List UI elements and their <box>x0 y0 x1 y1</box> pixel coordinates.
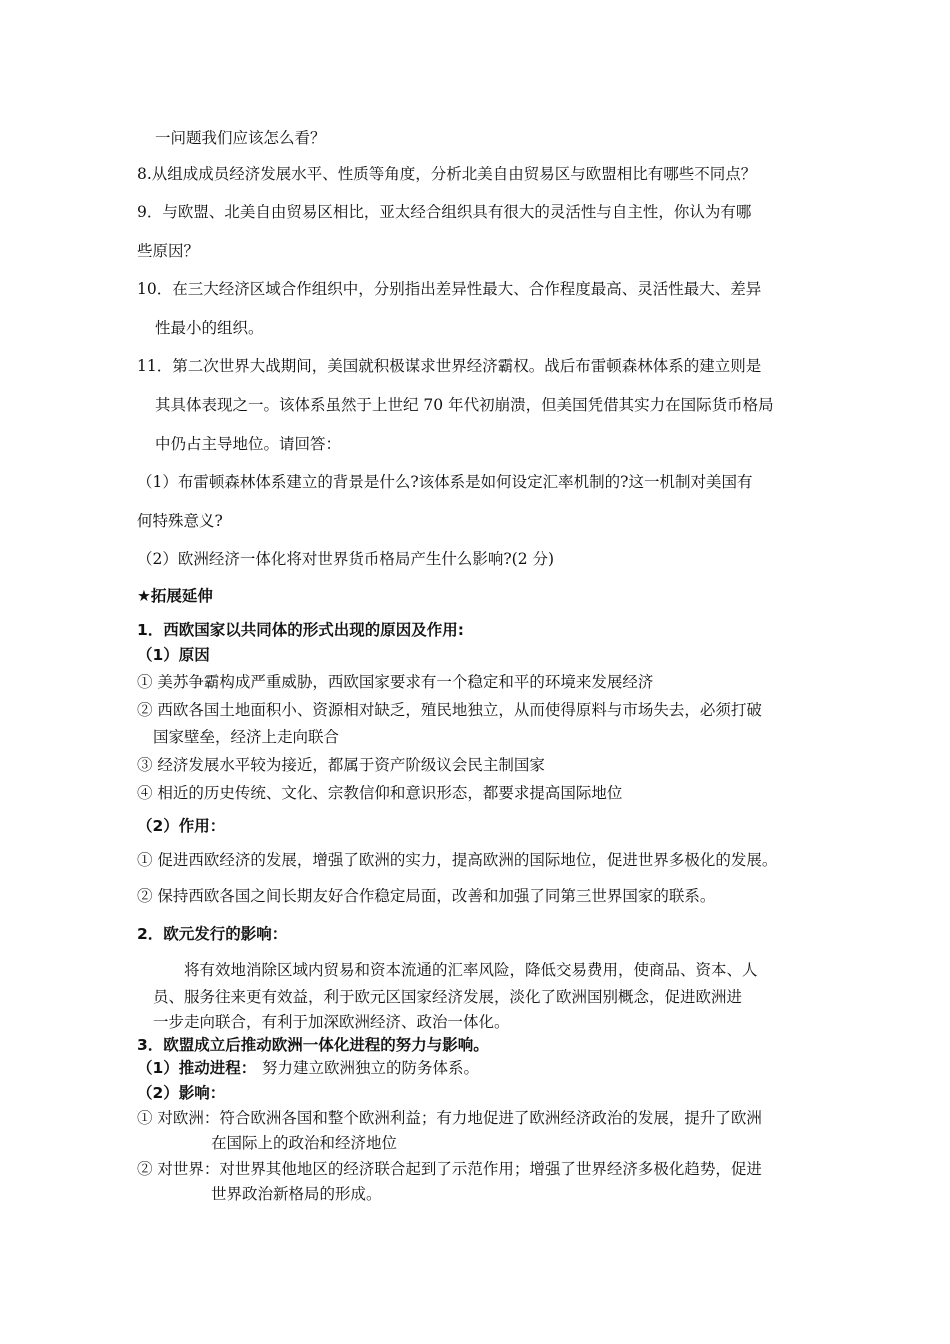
list-item: ④ 相近的历史传统、文化、宗教信仰和意识形态，都要求提高国际地位 <box>137 784 623 802</box>
text-line: 一问题我们应该怎么看？ <box>155 129 326 147</box>
question-11: 11．第二次世界大战期间，美国就积极谋求世界经济霸权。战后布雷顿森林体系的建立则是 <box>137 357 762 375</box>
subheading-progress: （1）推动进程： <box>137 1059 257 1077</box>
question-9: 9．与欧盟、北美自由贸易区相比，亚太经合组织具有很大的灵活性与自主性，你认为有哪 <box>137 203 752 221</box>
text-line: 性最小的组织。 <box>155 319 264 337</box>
section-heading: ★拓展延伸 <box>137 587 213 605</box>
paragraph-line: 将有效地消除区域内贸易和资本流通的汇率风险，降低交易费用，使商品、资本、人 <box>184 961 758 979</box>
list-item: ① 美苏争霸构成严重威胁，西欧国家要求有一个稳定和平的环境来发展经济 <box>137 673 654 691</box>
heading-1: 1．西欧国家以共同体的形式出现的原因及作用: <box>137 621 464 639</box>
list-item: ③ 经济发展水平较为接近，都属于资产阶级议会民主制国家 <box>137 756 545 774</box>
progress-text: 努力建立欧洲独立的防务体系。 <box>262 1059 480 1077</box>
heading-2: 2．欧元发行的影响： <box>137 925 288 943</box>
list-item-continued: 国家壁垒，经济上走向联合 <box>153 728 340 746</box>
list-item: ① 促进西欧经济的发展，增强了欧洲的实力，提高欧洲的国际地位，促进世界多极化的发展。 <box>137 851 778 869</box>
sub-question-1: （1）布雷顿森林体系建立的背景是什么?该体系是如何设定汇率机制的?这一机制对美国有 <box>137 473 753 491</box>
list-item-continued: 在国际上的政治和经济地位 <box>211 1134 398 1152</box>
text-line: 其具体表现之一。该体系虽然于上世纪 70 年代初崩溃，但美国凭借其实力在国际货币格局 <box>155 396 774 414</box>
list-item: ② 西欧各国土地面积小、资源相对缺乏，殖民地独立，从而使得原料与市场失去，必须打破 <box>137 701 762 719</box>
text-line: 中仍占主导地位。请回答： <box>155 435 342 453</box>
subheading-impact: （2）影响： <box>137 1084 226 1102</box>
list-item: ② 对世界：对世界其他地区的经济联合起到了示范作用；增强了世界经济多极化趋势，促进 <box>137 1160 762 1178</box>
subheading-reasons: （1）原因 <box>137 646 210 664</box>
question-10: 10．在三大经济区域合作组织中，分别指出差异性最大、合作程度最高、灵活性最大、差异 <box>137 280 762 298</box>
heading-3: 3．欧盟成立后推动欧洲一体化进程的努力与影响。 <box>137 1036 489 1054</box>
paragraph-line: 一步走向联合，有利于加深欧洲经济、政治一体化。 <box>153 1013 510 1031</box>
text-line: 何特殊意义? <box>137 512 223 530</box>
question-8: 8.从组成成员经济发展水平、性质等角度，分析北美自由贸易区与欧盟相比有哪些不同点？ <box>137 165 757 183</box>
subheading-effects: （2）作用： <box>137 817 226 835</box>
sub-question-2: （2）欧洲经济一体化将对世界货币格局产生什么影响?(2 分) <box>137 550 555 568</box>
list-item: ② 保持西欧各国之间长期友好合作稳定局面，改善和加强了同第三世界国家的联系。 <box>137 887 716 905</box>
list-item-continued: 世界政治新格局的形成。 <box>211 1185 382 1203</box>
paragraph-line: 员、服务往来更有效益，利于欧元区国家经济发展，淡化了欧洲国别概念，促进欧洲进 <box>153 988 743 1006</box>
text-line: 些原因？ <box>137 242 200 260</box>
list-item: ① 对欧洲：符合欧洲各国和整个欧洲利益；有力地促进了欧洲经济政治的发展，提升了欧洲 <box>137 1109 762 1127</box>
